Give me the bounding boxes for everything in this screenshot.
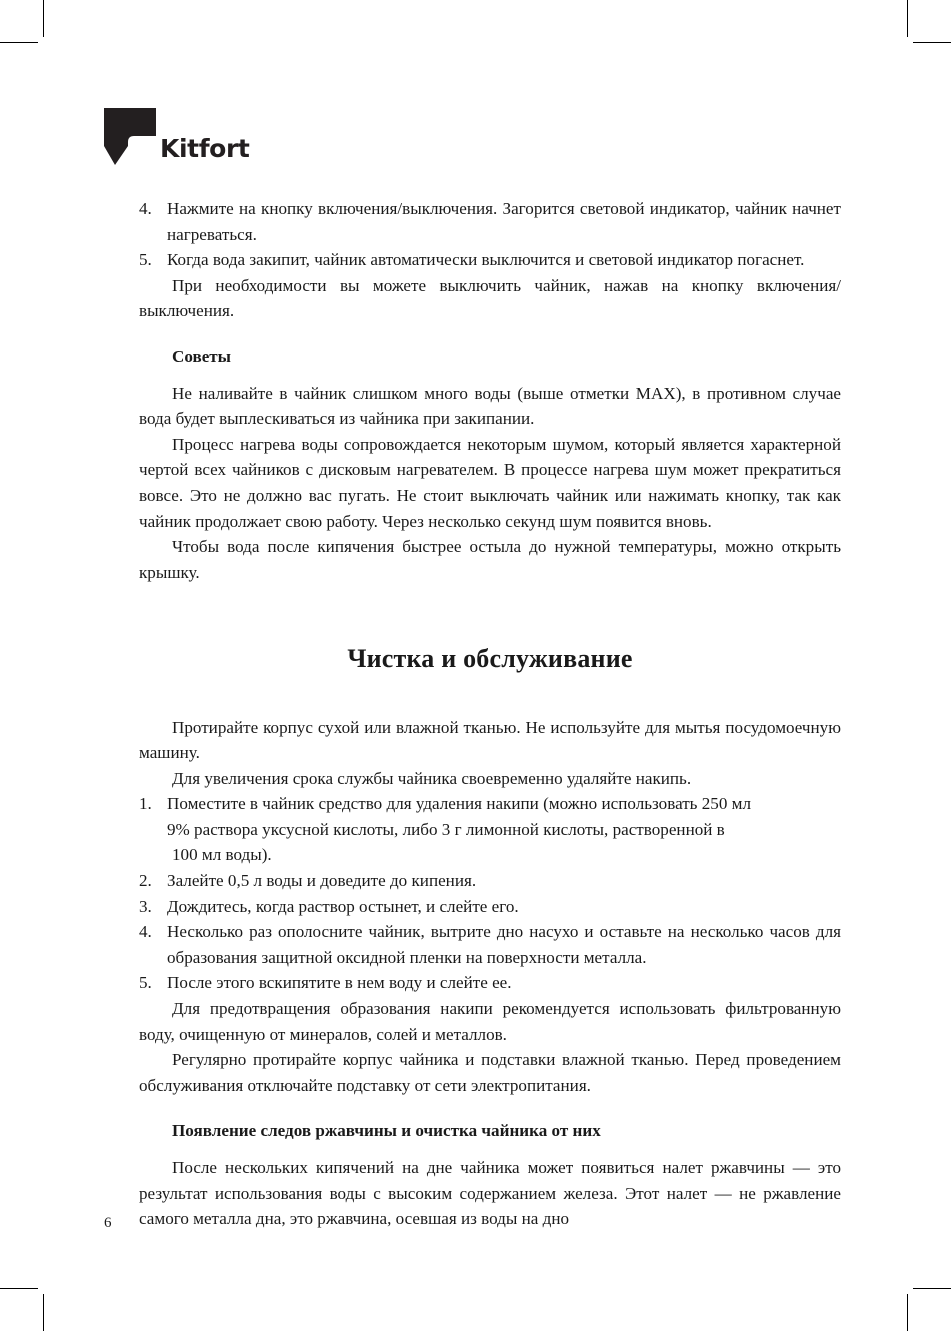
list-item [139,970,841,996]
paragraph-power-button: При необходимости вы можете выключить чайник, нажав на кнопку включения/выключения. [139,275,841,321]
crop-mark-top-left-horizontal [0,42,38,43]
paragraph-rust-explanation: После нескольких кипячений на дне чайника может появиться налет ржавчины — это результат использования воды с высоким содержанием железа. Этот налет — не ржавление самого металла дна, это ржавчина, осевшая из воды на дно [139,1158,841,1229]
section-title-cleaning: Чистка и обслуживание [347,644,633,674]
list-item-number: 5. [139,973,152,993]
instruction-list-continued [139,196,841,273]
list-item-text: Нажмите на кнопку включения/выключения. Загорится световой индикатор, чайник начнет нагреваться. [167,199,841,244]
page-body [139,196,841,1232]
list-item [139,196,841,247]
list-item-number: 5. [139,250,152,270]
list-item-number: 3. [139,896,152,916]
paragraph-open-lid: Чтобы вода после кипячения быстрее остыла до нужной температуры, можно открыть крышку. [139,537,841,582]
tips-heading: Советы [172,346,232,366]
list-item-text: Несколько раз ополосните чайник, вытрите дно насухо и оставьте на несколько часов для образования защитной оксидной пленки на поверхности металла. [167,922,841,967]
list-item [139,919,841,970]
spacer [139,370,841,381]
crop-mark-top-right-vertical [907,0,908,37]
list-item-text: После этого вскипятите в нем воду и слейте ее. [167,973,512,993]
brand-wordmark: Kitfort [160,134,250,163]
paragraph-filtered-water: Для предотвращения образования накипи рекомендуется использовать фильтрованную воду, очищенную от минералов, солей и металлов. [139,999,841,1044]
crop-mark-bottom-right-horizontal [913,1288,951,1289]
list-item-text: Поместите в чайник средство для удаления накипи (можно использовать 250 мл [167,794,752,814]
paragraph-descale-regularly: Для увеличения срока службы чайника своевременно удаляйте накипь. [172,768,692,788]
list-item-text: Дождитесь, когда раствор остынет, и слейте его. [167,896,519,916]
list-item-number: 4. [139,922,152,942]
spacer [139,585,841,643]
list-item-text: Когда вода закипит, чайник автоматически выключится и световой индикатор погаснет. [167,250,805,270]
list-item-text: Залейте 0,5 л воды и доведите до кипения. [167,871,477,891]
list-item [139,247,841,273]
list-item-text-line2: 9% раствора уксусной кислоты, либо 3 г лимонной кислоты, растворенной в [167,819,725,839]
brand-logo [104,108,324,178]
kitfort-pennant-logo-icon [104,108,156,165]
rust-section-heading: Появление следов ржавчины и очистка чайника от них [172,1121,601,1141]
list-item-number: 4. [139,199,152,218]
spacer [139,675,841,715]
crop-mark-top-right-horizontal [913,42,951,43]
cleaning-steps-list [139,791,841,996]
crop-mark-bottom-right-vertical [907,1294,908,1331]
paragraph-wipe-body: Протирайте корпус сухой или влажной тканью. Не используйте для мытья посудомоечную машину. [139,717,841,763]
list-item-text-line3: 100 мл воды). [172,845,272,865]
spacer [139,324,841,344]
list-item [139,791,841,868]
page-number: 6 [104,1215,112,1231]
paragraph-heating-noise: Процесс нагрева воды сопровождается некоторым шумом, который является характерной чертой всех чайников с дисковым нагревателем. В процессе нагрева шум может прекратиться вовсе. Это не должно вас пугать. Не стоит выключать чайник или нажимать кнопку, так как чайник продолжает свою работу. Через несколько секунд шум появится вновь. [139,434,841,531]
spacer [139,1144,841,1155]
paragraph-max-level: Не наливайте в чайник слишком много воды (выше отметки MAX), в противном случае вода будет выплескиваться из чайника при закипании. [139,383,841,429]
list-item-number: 1. [139,794,152,814]
crop-mark-top-left-vertical [43,0,44,37]
list-item [139,894,841,920]
crop-mark-bottom-left-horizontal [0,1288,38,1289]
crop-mark-bottom-left-vertical [43,1294,44,1331]
paragraph-wipe-base: Регулярно протирайте корпус чайника и подставки влажной тканью. Перед проведением обслуживания отключайте подставку от сети электропитания. [139,1050,841,1095]
list-item-number: 2. [139,871,152,891]
list-item [139,868,841,894]
spacer [139,1098,841,1118]
